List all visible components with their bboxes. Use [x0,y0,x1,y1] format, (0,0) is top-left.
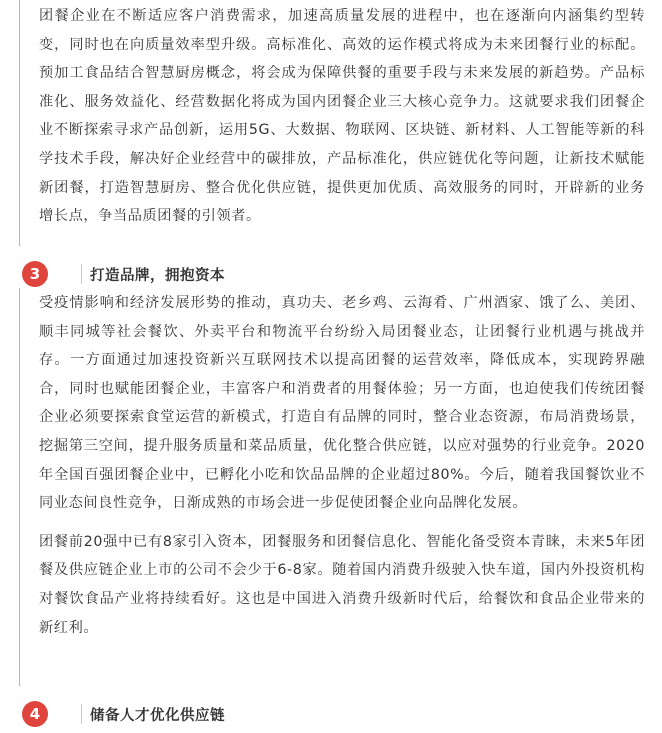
section-3-header [22,260,225,288]
section-4-divider [81,704,82,724]
section-4-number-badge: 4 [22,701,48,727]
left-rule-top [19,0,20,246]
section-3-title: 打造品牌，拥抱资本 [90,267,225,284]
section-4-title: 储备人才优化供应链 [90,707,225,724]
intro-block [39,2,645,241]
intro-paragraph: 团餐企业在不断适应客户消费需求，加速高质量发展的进程中，也在逐渐向内涵集约型转变，同时也在向质量效率型升级。高标准化、高效的运作模式将成为未来团餐行业的标配。预加工食品结合智慧厨房概念，将会成为保障供餐的重要手段与未来发展的新趋势。产品标准化、服务效益化、经营数据化将成为国内团餐企业三大核心竞争力。这就要求我们团餐企业不断探索寻求产品创新，运用5G、大数据、物联网、区块链、新材料、人工智能等新的科学技术手段，解决好企业经营中的碳排放，产品标准化，供应链优化等问题，让新技术赋能新团餐，打造智慧厨房、整合优化供应链，提供更加优质、高效服务的同时，开辟新的业务增长点，争当品质团餐的引领者。 [39,8,645,225]
section-3-paragraph-2: 团餐前20强中已有8家引入资本，团餐服务和团餐信息化、智能化备受资本青睐，未来5年团餐及供应链企业上市的公司不会少于6-8家。随着国内消费升级驶入快车道，国内外投资机构对餐饮食品产业将持续看好。这也是中国进入消费升级新时代后，给餐饮和食品企业带来的新红利。 [39,533,645,636]
section-3-divider [81,264,82,284]
left-rule-middle [19,288,20,686]
section-4-header [22,700,225,728]
section-3-body [39,289,645,652]
section-3-paragraph-1: 受疫情影响和经济发展形势的推动，真功夫、老乡鸡、云海肴、广州酒家、饿了么、美团、顺丰同城等社会餐饮、外卖平台和物流平台纷纷入局团餐业态，让团餐行业机遇与挑战并存。一方面通过加速投资新兴互联网技术以提高团餐的运营效率，降低成本，实现跨界融合，同时也赋能团餐企业，丰富客户和消费者的用餐体验；另一方面，也迫使我们传统团餐企业必须要探索食堂运营的新模式，打造自有品牌的同时，整合业态资源，布局消费场景，挖掘第三空间，提升服务质量和菜品质量，优化整合供应链，以应对强势的行业竞争。2020年全国百强团餐企业中，已孵化小吃和饮品品牌的企业超过80%。今后，随着我国餐饮业不同业态间良性竞争，日渐成熟的市场会进一步促使团餐企业向品牌化发展。 [39,295,645,512]
section-3-number-badge: 3 [22,261,48,287]
